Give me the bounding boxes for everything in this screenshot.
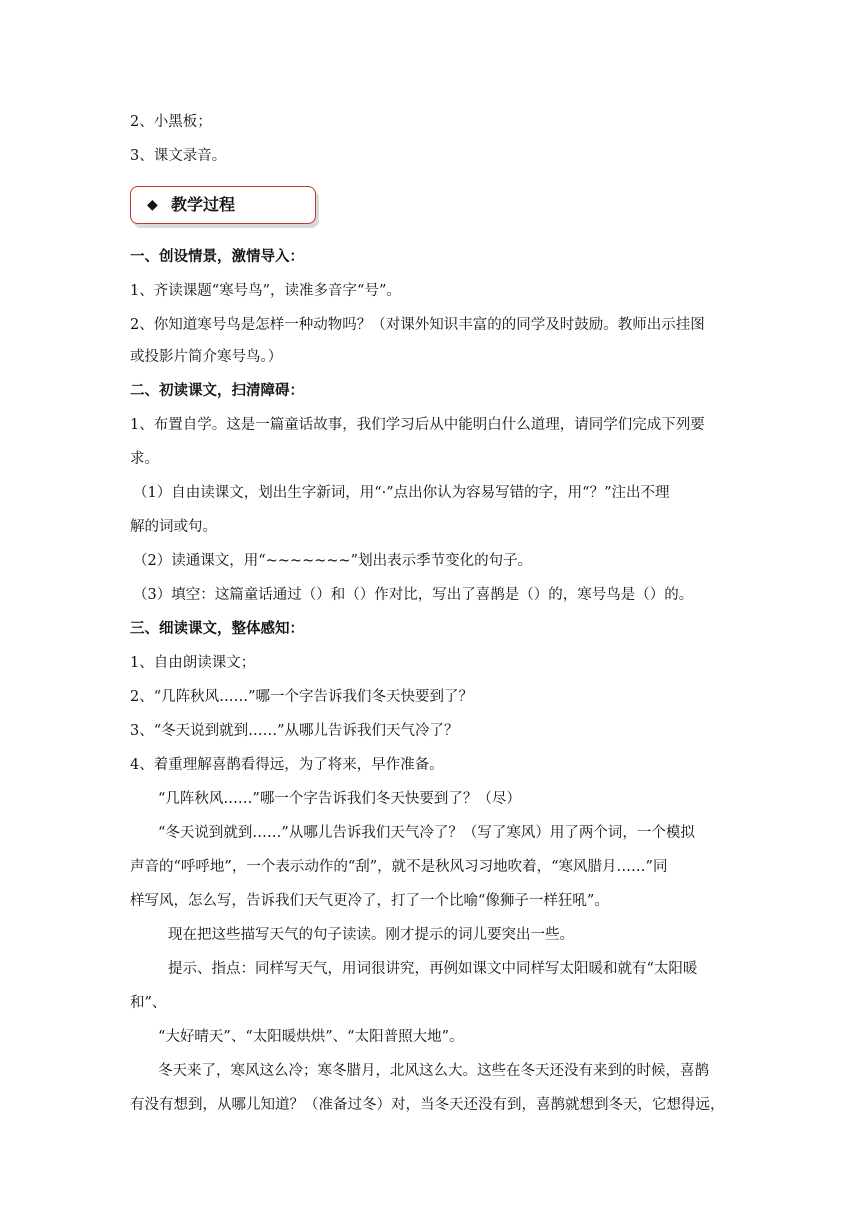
paragraph-line: 求。: [130, 451, 159, 467]
paragraph-line: 4、着重理解喜鹊看得远，为了将来，早作准备。: [130, 757, 444, 773]
paragraph-line: 提示、指点：同样写天气，用词很讲究，再例如课文中同样写太阳暖和就有“太阳暖: [168, 961, 698, 977]
paragraph-line: 样写风，怎么写，告诉我们天气更冷了，打了一个比喻“像狮子一样狂吼”。: [130, 893, 609, 909]
paragraph-line: 有没有想到，从哪儿知道？（准备过冬）对，当冬天还没有到，喜鹊就想到冬天，它想得远，: [130, 1097, 725, 1113]
paragraph-line: 2、你知道寒号鸟是怎样一种动物吗？（对课外知识丰富的的同学及时鼓励。教师出示挂图: [130, 317, 705, 333]
paragraph-line: 现在把这些描写天气的句子读读。刚才提示的词儿要突出一些。: [168, 927, 574, 943]
paragraph-line: 3、“冬天说到就到……”从哪儿告诉我们天气冷了？: [130, 723, 459, 739]
paragraph-line: 和”、: [130, 995, 167, 1011]
paragraph-line: 2、“几阵秋风……”哪一个字告诉我们冬天快要到了？: [130, 689, 474, 705]
paragraph-line: 声音的“呼呼地”，一个表示动作的“刮”，就不是秋风习习地吹着，“寒风腊月……”同: [130, 859, 668, 875]
section-header-box: [130, 186, 316, 224]
paragraph-line: “几阵秋风……”哪一个字告诉我们冬天快要到了？（尽）: [158, 791, 521, 807]
paragraph-line: （3）填空：这篇童话通过（）和（）作对比，写出了喜鹊是（）的，寒号鸟是（）的。: [133, 587, 694, 603]
paragraph-line: “冬天说到就到……”从哪儿告诉我们天气冷了？（写了寒风）用了两个词，一个模拟: [158, 825, 695, 841]
paragraph-line: 1、齐读课题“寒号鸟”，读准多音字“号”。: [130, 283, 401, 299]
paragraph-line: 1、自由朗读课文；: [130, 655, 256, 671]
paragraph-line: （2）读通课文，用“~~~~~~~”划出表示季节变化的句子。: [133, 553, 533, 569]
heading-2: 二、初读课文，扫清障碍：: [130, 382, 304, 399]
materials-item-2: 2、小黑板；: [130, 114, 212, 130]
paragraph-line: “大好晴天”、“太阳暖烘烘”、“太阳普照大地”。: [158, 1029, 464, 1045]
diamond-bullet-icon: ◆: [147, 197, 158, 213]
section-title: 教学过程: [171, 195, 236, 214]
materials-item-3: 3、课文录音。: [130, 148, 227, 164]
paragraph-line: （1）自由读课文，划出生字新词，用“·”点出你认为容易写错的字，用“？”注出不理: [133, 485, 670, 501]
paragraph-line: 1、布置自学。这是一篇童话故事，我们学习后从中能明白什么道理，请同学们完成下列要: [130, 417, 705, 433]
heading-1: 一、创设情景，激情导入：: [130, 248, 304, 265]
paragraph-line: 冬天来了，寒风这么冷；寒冬腊月，北风这么大。这些在冬天还没有来到的时候，喜鹊: [158, 1063, 709, 1079]
paragraph-line: 或投影片简介寒号鸟。）: [130, 349, 283, 365]
paragraph-line: 解的词或句。: [130, 519, 217, 535]
heading-3: 三、细读课文，整体感知：: [130, 620, 304, 637]
